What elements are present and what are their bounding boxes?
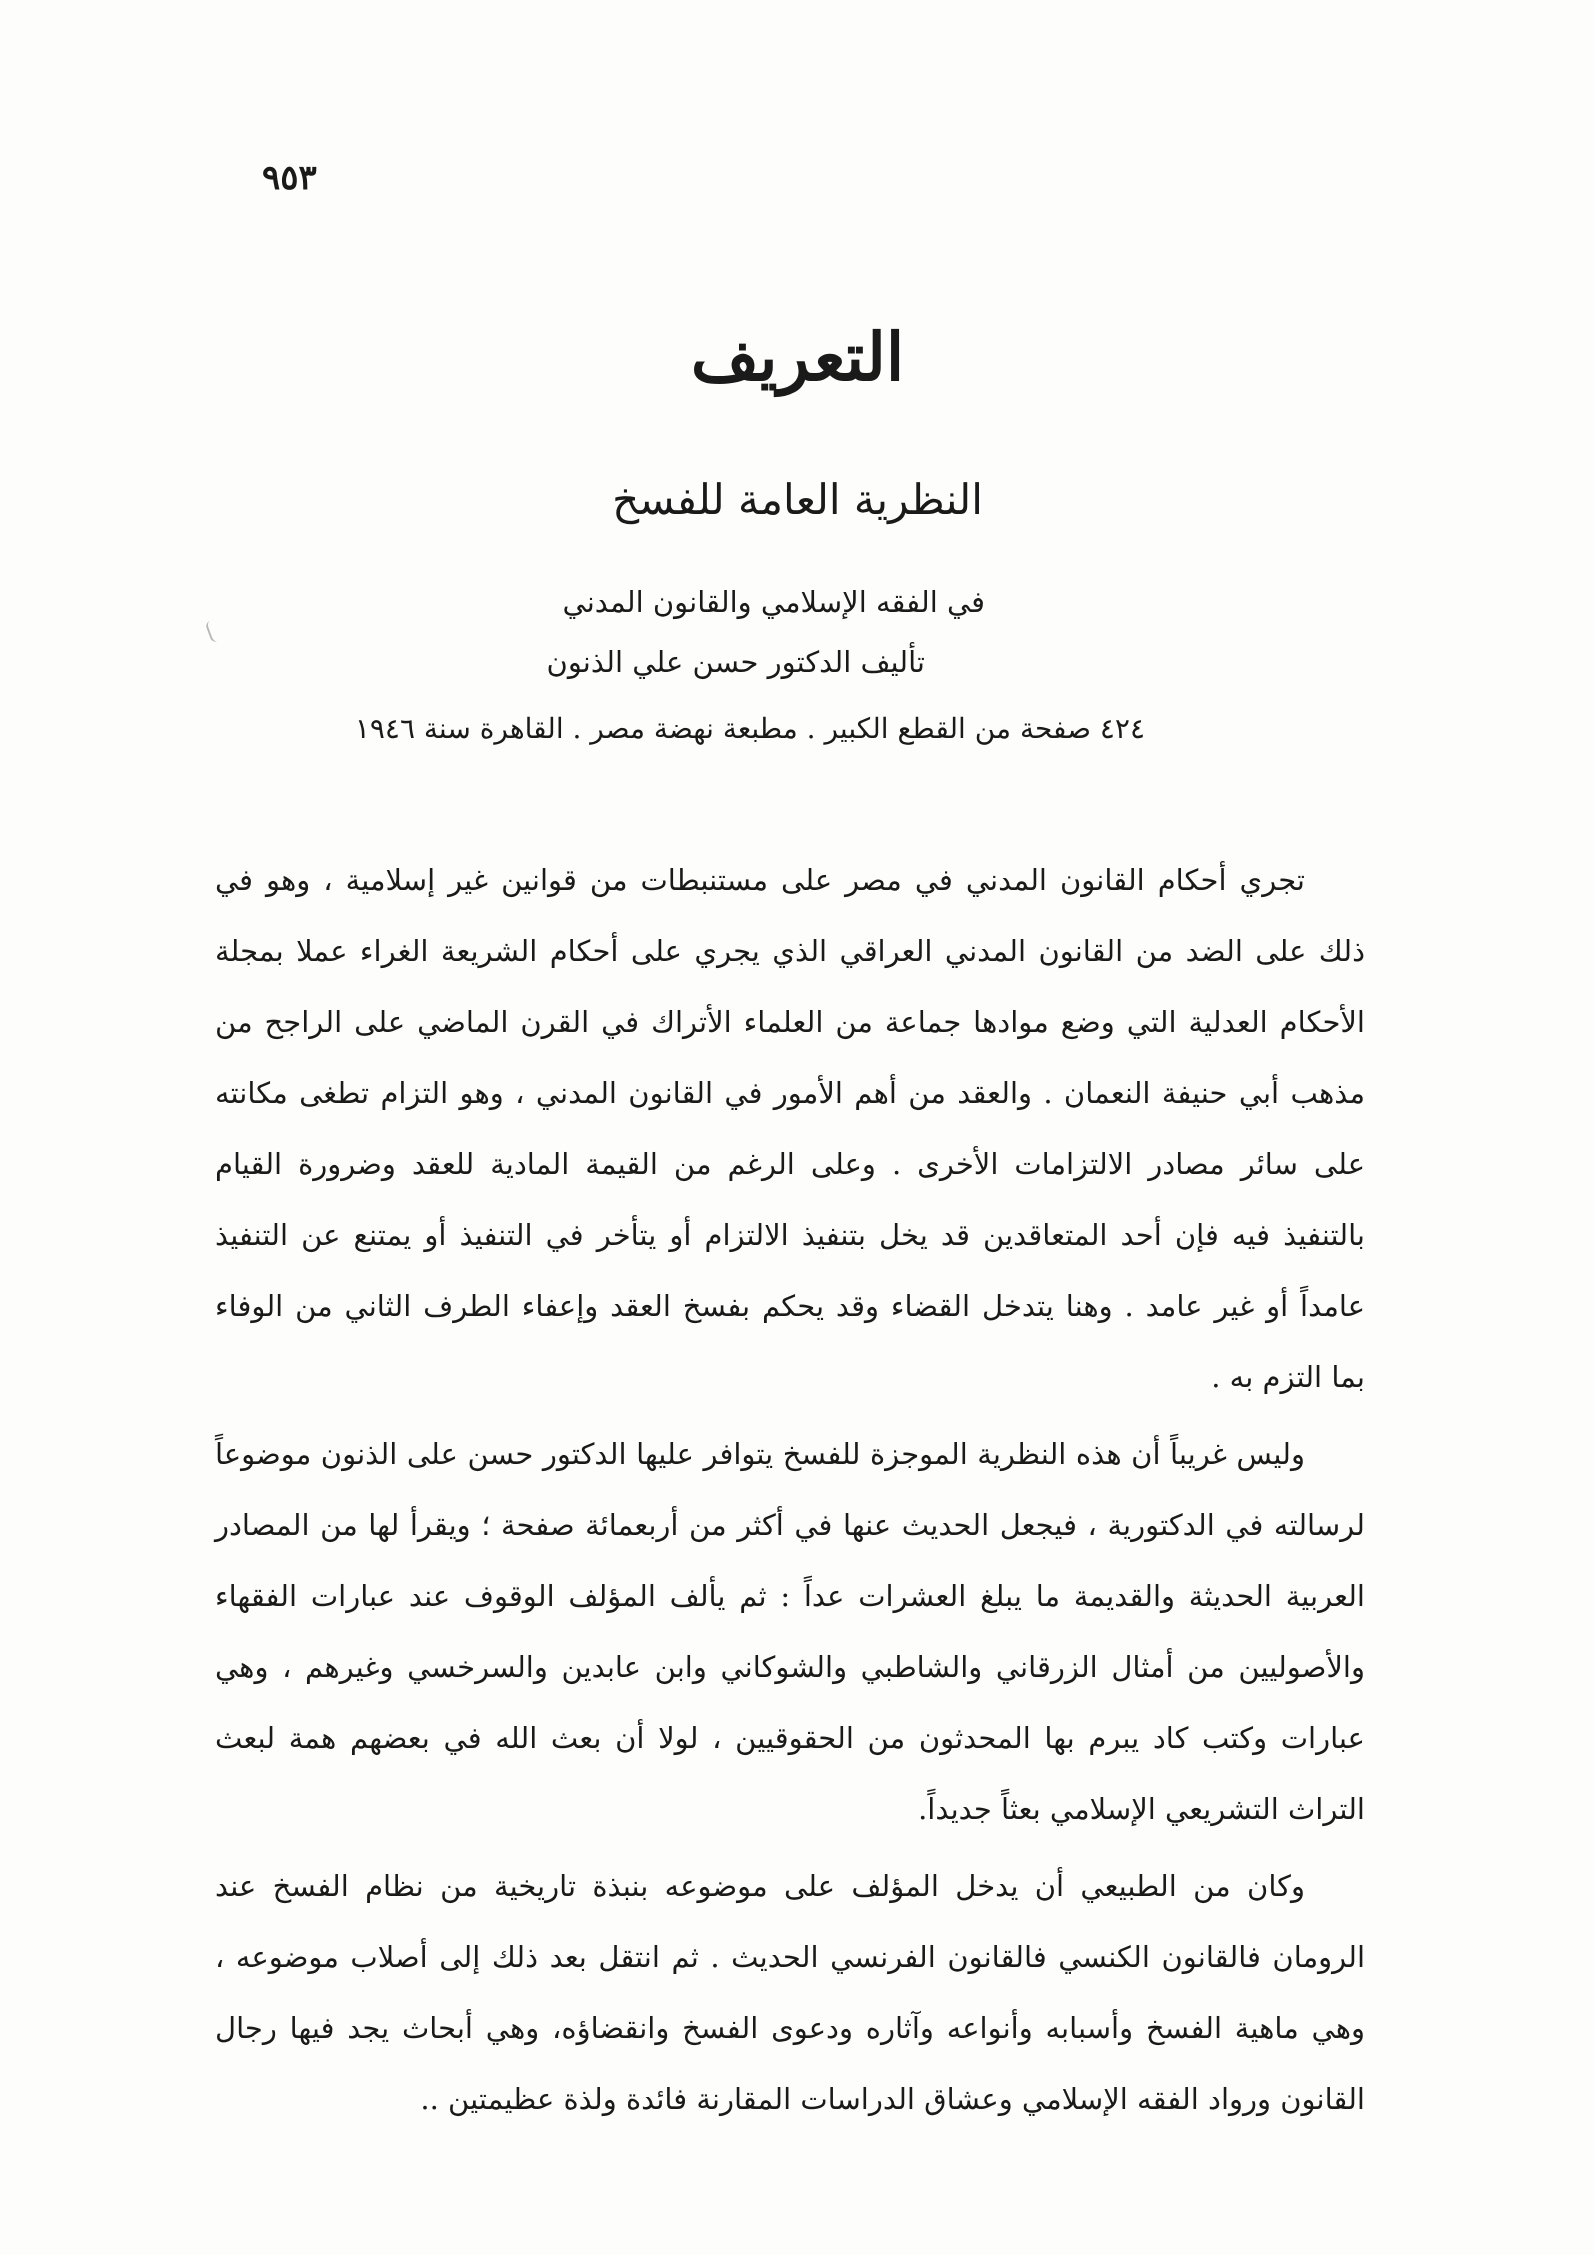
- page-number: ٩٥٣: [262, 158, 317, 198]
- section-title: التعريف: [690, 318, 905, 396]
- book-author: تأليف الدكتور حسن علي الذنون: [546, 645, 925, 679]
- review-body: [215, 845, 1365, 2141]
- book-title: النظرية العامة للفسخ: [612, 475, 983, 524]
- review-paragraph-1: تجري أحكام القانون المدني في مصر على مستنبطات من قوانين غير إسلامية ، وهو في ذلك على الضد من القانون المدني العراقي الذي يجري على أحكام الشريعة الغراء عملا بمجلة الأحكام العدلية التي وضع موادها جماعة من العلماء الأتراك في القرن الماضي على الراجح من مذهب أبي حنيفة النعمان . والعقد من أهم الأمور في القانون المدني ، وهو التزام تطغى مكانته على سائر مصادر الالتزامات الأخرى . وعلى الرغم من القيمة المادية للعقد وضرورة القيام بالتنفيذ فيه فإن أحد المتعاقدين قد يخل بتنفيذ الالتزام أو يتأخر في التنفيذ أو يمتنع عن التنفيذ عامداً أو غير عامد . وهنا يتدخل القضاء وقد يحكم بفسخ العقد وإعفاء الطرف الثاني من الوفاء بما التزم به .: [215, 863, 1365, 1394]
- review-paragraph-3: وكان من الطبيعي أن يدخل المؤلف على موضوعه بنبذة تاريخية من نظام الفسخ عند الرومان فالقانون الكنسي فالقانون الفرنسي الحديث . ثم انتقل بعد ذلك إلى أصلاب موضوعه ، وهي ماهية الفسخ وأسبابه وأنواعه وآثاره ودعوى الفسخ وانقضاؤه، وهي أبحاث يجد فيها رجال القانون ورواد الفقه الإسلامي وعشاق الدراسات المقارنة فائدة ولذة عظيمتين ..: [215, 1869, 1365, 2116]
- book-subtitle: في الفقه الإسلامي والقانون المدني: [562, 585, 985, 619]
- review-paragraph-2: وليس غريباً أن هذه النظرية الموجزة للفسخ يتوافر عليها الدكتور حسن على الذنون موضوعاً لرسالته في الدكتورية ، فيجعل الحديث عنها في أكثر من أربعمائة صفحة ؛ ويقرأ لها من المصادر العربية الحديثة والقديمة ما يبلغ العشرات عداً : ثم يألف المؤلف الوقوف عند عبارات الفقهاء والأصوليين من أمثال الزرقاني والشاطبي والشوكاني وابن عابدين والسرخسي وغيرهم ، وهي عبارات وكتب كاد يبرم بها المحدثون من الحقوقيين ، لولا أن بعث الله في بعضهم همة لبعث التراث التشريعي الإسلامي بعثاً جديداً.: [215, 1437, 1365, 1826]
- scan-artifact-mark: [205, 619, 224, 644]
- book-publication-details: ٤٢٤ صفحة من القطع الكبير . مطبعة نهضة مصر . القاهرة سنة ١٩٤٦: [354, 712, 1145, 745]
